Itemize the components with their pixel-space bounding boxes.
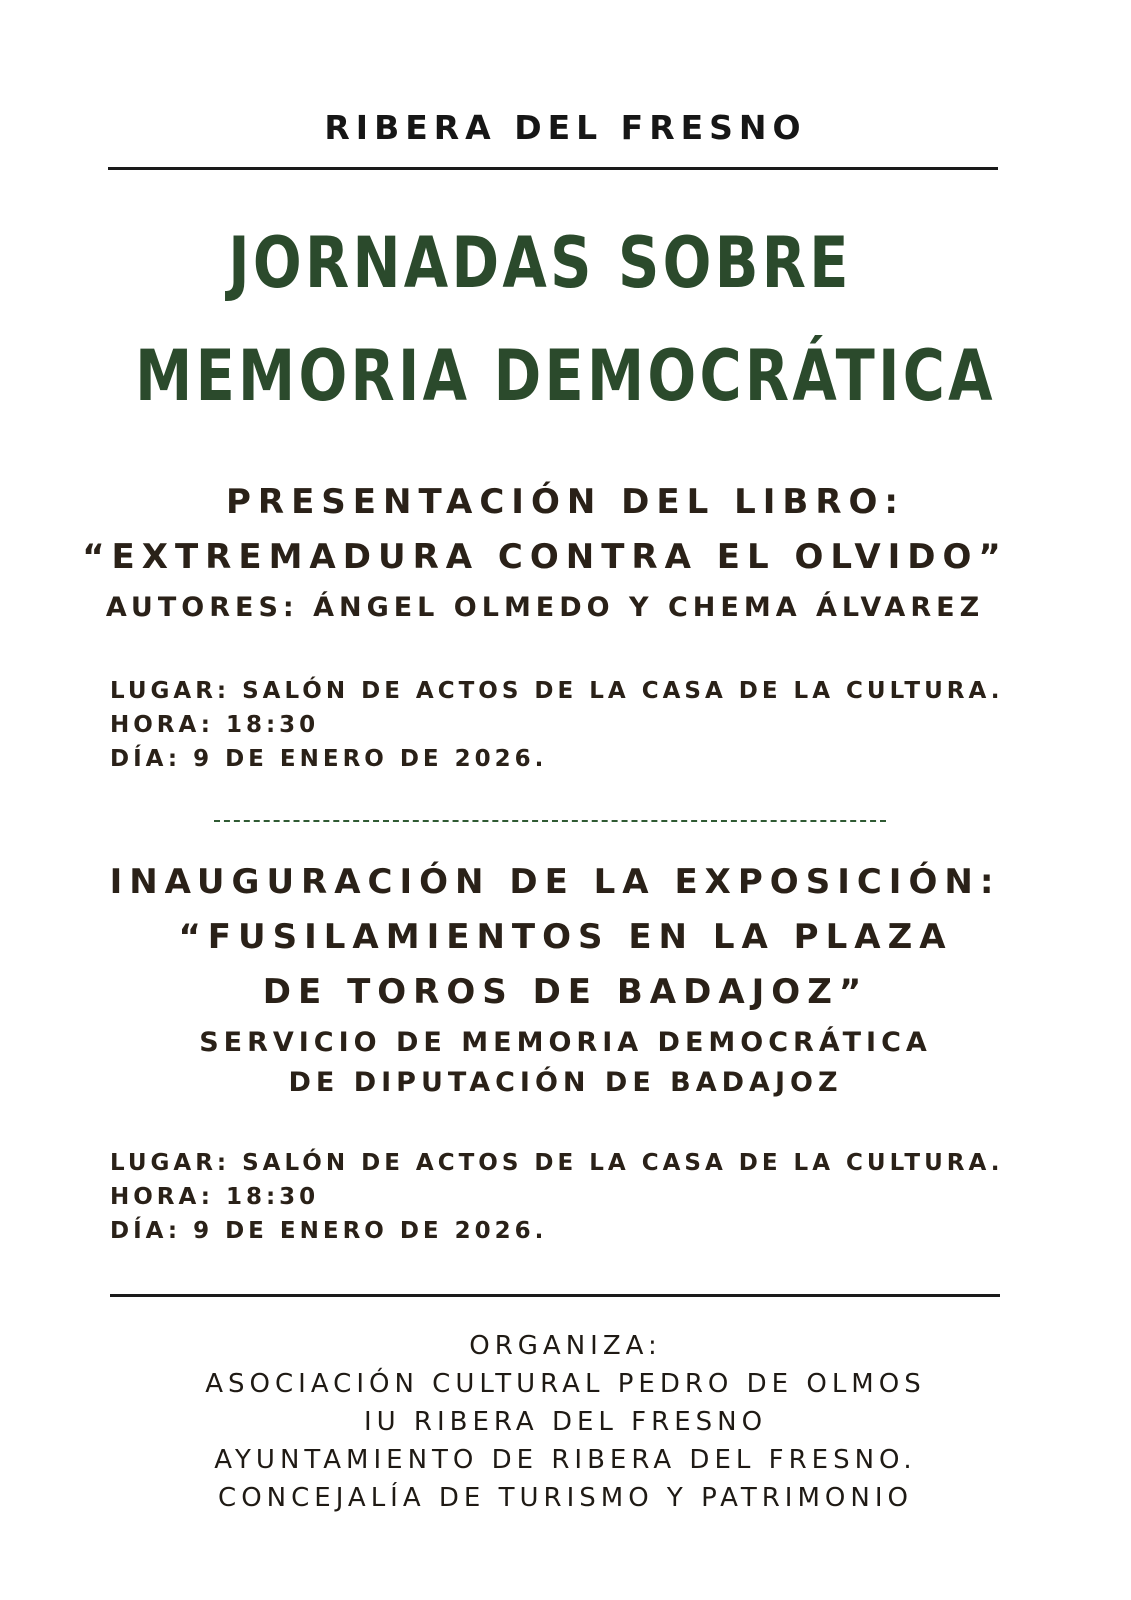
event1-time: HORA: 18:30 (110, 712, 320, 738)
title-line-1: JORNADAS SOBRE (228, 222, 852, 304)
event2-service-line-1: SERVICIO DE MEMORIA DEMOCRÁTICA (199, 1027, 932, 1058)
event2-time: HORA: 18:30 (110, 1184, 320, 1210)
organizer-item: ASOCIACIÓN CULTURAL PEDRO DE OLMOS (205, 1369, 926, 1399)
event2-title-line-2: DE TOROS DE BADAJOZ” (262, 972, 869, 1012)
organizer-item: AYUNTAMIENTO DE RIBERA DEL FRESNO. (214, 1445, 917, 1475)
section-separator (214, 820, 886, 822)
event2-title-line-1: “FUSILAMIENTOS EN LA PLAZA (178, 917, 953, 957)
top-divider (108, 167, 998, 170)
event2-heading: INAUGURACIÓN DE LA EXPOSICIÓN: (109, 862, 1001, 902)
event1-heading: PRESENTACIÓN DEL LIBRO: (225, 482, 906, 522)
event1-authors: AUTORES: ÁNGEL OLMEDO Y CHEMA ÁLVAREZ (105, 592, 985, 623)
event1-date: DÍA: 9 DE ENERO DE 2026. (110, 746, 548, 772)
town-name: RIBERA DEL FRESNO (324, 108, 807, 147)
event2-date: DÍA: 9 DE ENERO DE 2026. (110, 1218, 548, 1244)
bottom-divider (110, 1294, 1000, 1297)
event2-place: LUGAR: SALÓN DE ACTOS DE LA CASA DE LA CULTURA. (110, 1150, 1004, 1176)
event1-book-title: “EXTREMADURA CONTRA EL OLVIDO” (82, 537, 1008, 577)
event1-place: LUGAR: SALÓN DE ACTOS DE LA CASA DE LA CULTURA. (110, 678, 1004, 704)
title-line-2: MEMORIA DEMOCRÁTICA (135, 335, 996, 417)
organizer-item: CONCEJALÍA DE TURISMO Y PATRIMONIO (218, 1483, 913, 1513)
event2-service-line-2: DE DIPUTACIÓN DE BADAJOZ (288, 1067, 843, 1098)
organizers-label: ORGANIZA: (469, 1331, 662, 1361)
organizer-item: IU RIBERA DEL FRESNO (363, 1407, 768, 1437)
